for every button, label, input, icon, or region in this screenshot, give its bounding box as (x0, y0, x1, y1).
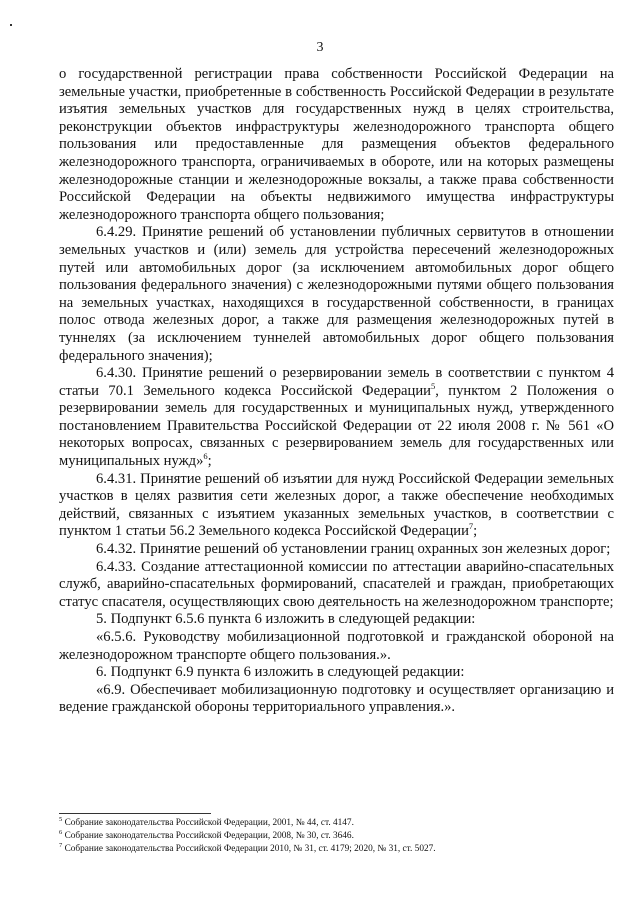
paragraph-6-5-6-quote: «6.5.6. Руководству мобилизационной подготовкой и гражданской обороной на железнодорожном транспорте общего пользования.». (59, 629, 614, 663)
footnote-5 (59, 817, 614, 830)
page-number: 3 (316, 40, 324, 55)
footnotes (59, 817, 614, 857)
paragraph-6-4-31 (59, 471, 614, 541)
footnote-6 (59, 830, 614, 843)
paragraph-6-4-30-text-b: , пунктом 2 Положения о резервировании земель для государственных и муниципальных нужд, утвержденного постановлением Правительства Российской Федерации от 22 июля 2008 г. № 561 «О некоторых вопросах, связанных с резервированием земель для государственных или муниципальных нужд» (59, 382, 614, 470)
paragraph-6-4-31-text-a: 6.4.31. Принятие решений об изъятии для нужд Российской Федерации земельных участков в целях развития сети железных дорог, а также обеспечение необходимых действий, связанных с изъятием указанных земельных участков, в соответствии с пунктом 1 статьи 56.2 Земельного кодекса Российской Федерации (59, 470, 614, 540)
paragraph-6-4-30-text-a: 6.4.30. Принятие решений о резервировании земель в соответствии с пунктом 4 статьи 70.1 Земельного кодекса Российской Федерации (59, 365, 614, 399)
footnote-7 (59, 843, 614, 856)
paragraph-6-9-quote: «6.9. Обеспечивает мобилизационную подготовку и осуществляет организацию и ведение гражданской обороны территориального управления.». (59, 681, 614, 716)
paragraph-6-4-30-text-c: ; (207, 453, 212, 470)
footnote-text: Собрание законодательства Российской Федерации, 2001, № 44, ст. 4147. (62, 818, 354, 828)
paragraph-6-4-32: 6.4.32. Принятие решений об установлении границ охранных зон железных дорог; (96, 541, 611, 558)
footnote-text: Собрание законодательства Российской Федерации, 2008, № 30, ст. 3646. (62, 831, 354, 842)
paragraph-item-5: 5. Подпункт 6.5.6 пункта 6 изложить в следующей редакции: (96, 611, 476, 628)
paragraph-6-4-33: 6.4.33. Создание аттестационной комиссии по аттестации аварийно-спасательных служб, аварийно-спасательных формирований, спасателей и граждан, приобретающих статус спасателя, осуществляющих свою деятельность на железнодорожном транспорте; (59, 558, 614, 610)
scan-artifact-dot (10, 24, 12, 26)
document-body (59, 66, 614, 717)
footnote-separator (59, 813, 211, 814)
paragraph-item-6: 6. Подпункт 6.9 пункта 6 изложить в следующей редакции: (96, 664, 465, 681)
footnote-ref-5: 5 (430, 380, 436, 391)
paragraph-6-4-30 (59, 365, 614, 471)
paragraph-6-4-31-text-b: ; (473, 523, 478, 540)
footnote-text: Собрание законодательства Российской Федерации 2010, № 31, ст. 4179; 2020, № 31, ст. 5027. (62, 844, 436, 855)
footnote-number: 5 (59, 815, 63, 823)
footnote-number: 7 (59, 842, 63, 850)
paragraph-6-4-29: 6.4.29. Принятие решений об установлении публичных сервитутов в отношении земельных участков и (или) земель для устройства пересечений железнодорожных путей или автомобильных дорог (за исключением автомобильных дорог общего пользования федерального значения) с железнодорожными путями общего пользования на земельных участках, находящихся в государственной собственности, в границах полос отвода железных дорог, а также для размещения железнодорожных путей в туннелях (за исключением туннелей автомобильных дорог общего пользования федерального значения); (59, 224, 614, 364)
footnote-ref-6: 6 (203, 451, 208, 462)
footnote-ref-7: 7 (468, 521, 474, 532)
paragraph-registration: о государственной регистрации права собственности Российской Федерации на земельные участки, приобретенные в собственность Российской Федерации в результате изъятия земельных участков для государственных нужд в целях строительства, реконструкции объектов инфраструктуры железнодорожного транспорта общего пользования или предоставленные для размещения объектов федерального железнодорожного транспорта, ограничиваемых в обороте, или на которых размещены железнодорожные станции и железнодорожные вокзалы, а также права собственности Российской Федерации на объекты недвижимого имущества инфраструктуры железнодорожного транспорта общего пользования; (59, 66, 614, 223)
footnote-number: 6 (59, 829, 63, 837)
